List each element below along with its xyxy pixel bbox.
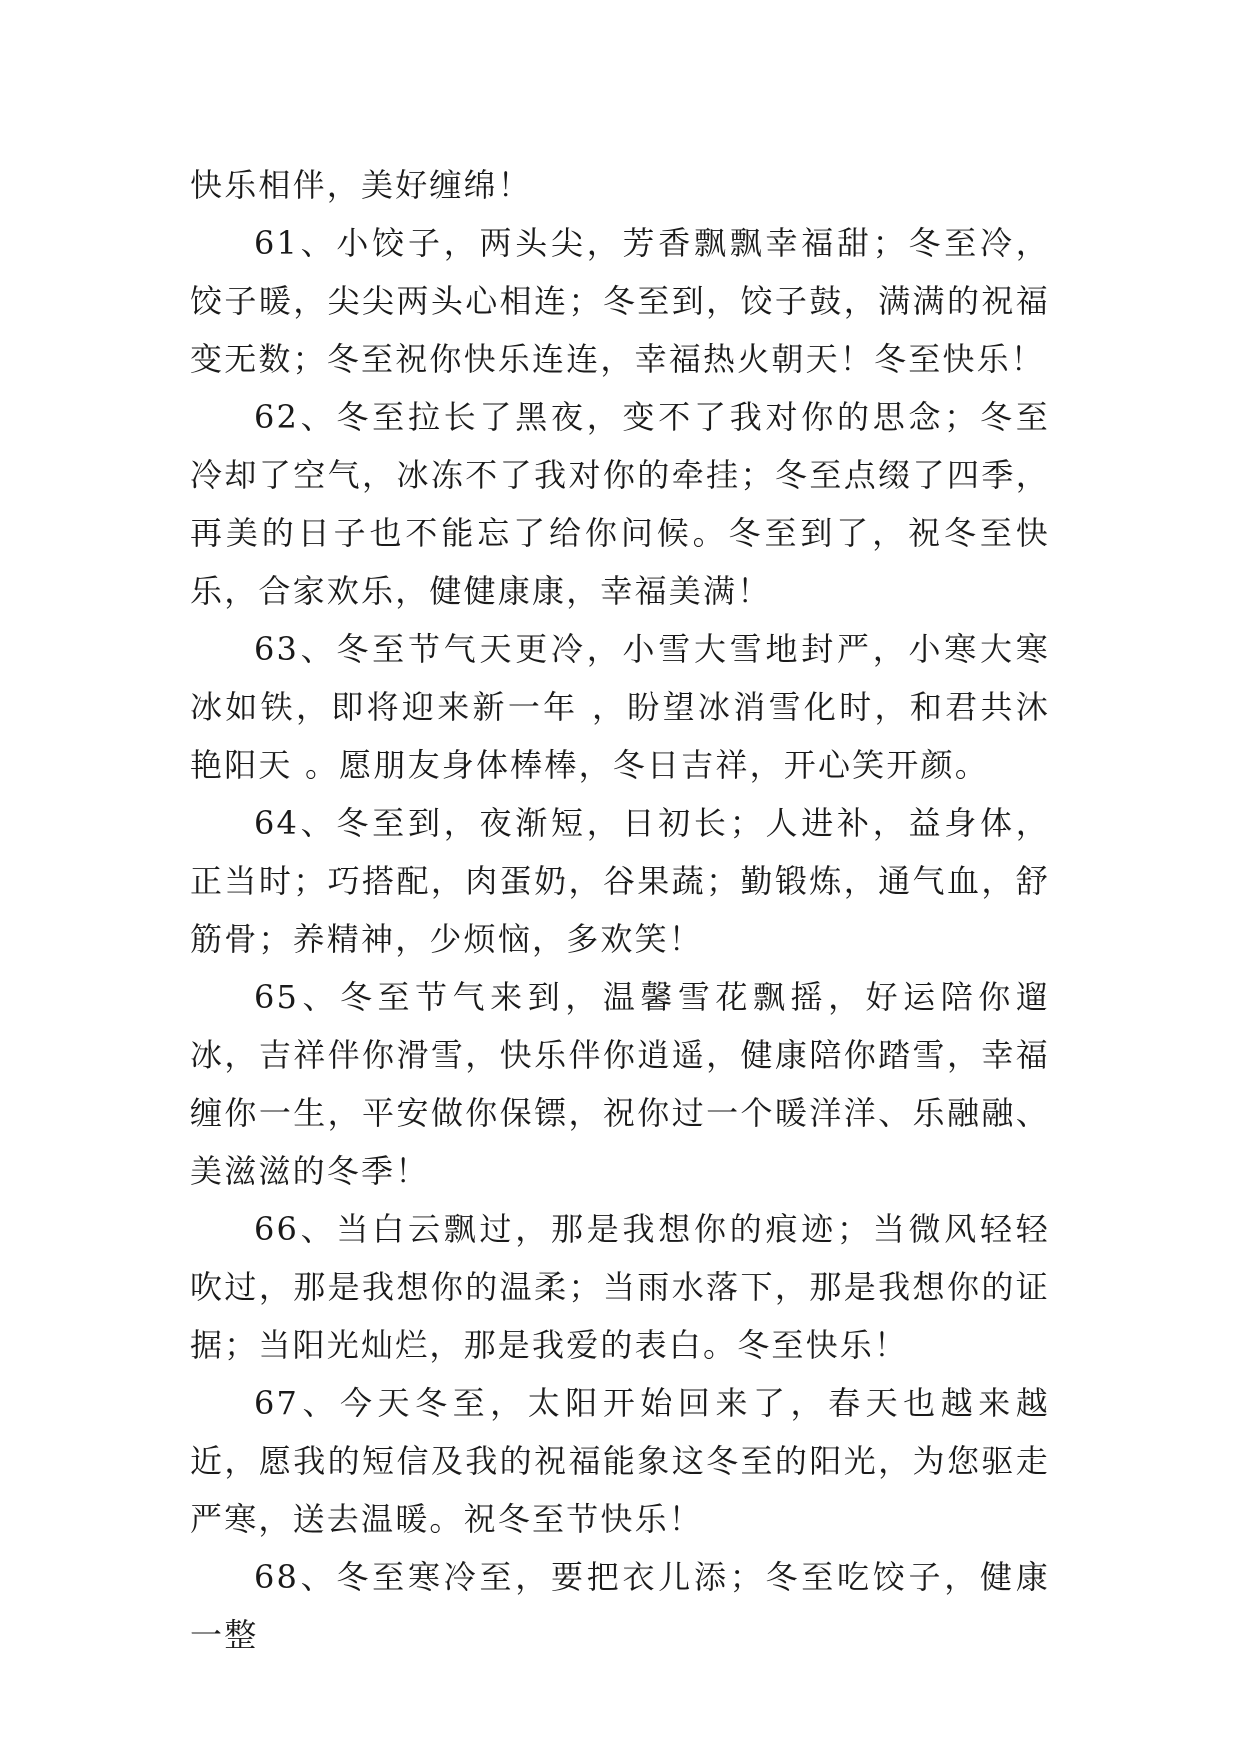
paragraph-65: 65、冬至节气来到，温馨雪花飘摇，好运陪你遛冰，吉祥伴你滑雪，快乐伴你逍遥，健康陪你踏雪，幸福缠你一生，平安做你保镖，祝你过一个暖洋洋、乐融融、美滋滋的冬季！ [190,978,1050,1190]
paragraph-63: 63、冬至节气天更冷，小雪大雪地封严，小寒大寒冰如铁，即将迎来新一年 ，盼望冰消雪化时，和君共沐艳阳天 。愿朋友身体棒棒，冬日吉祥，开心笑开颜。 [190,630,1050,784]
paragraph-62: 62、冬至拉长了黑夜，变不了我对你的思念；冬至冷却了空气，冰冻不了我对你的牵挂；冬至点缀了四季，再美的日子也不能忘了给你问候。冬至到了，祝冬至快乐，合家欢乐，健健康康，幸福美满！ [190,398,1050,610]
document-body [190,156,1050,1664]
paragraph-continuation: 快乐相伴，美好缠绵！ [190,166,533,204]
paragraph-66: 66、当白云飘过，那是我想你的痕迹；当微风轻轻吹过，那是我想你的温柔；当雨水落下，那是我想你的证据；当阳光灿烂，那是我爱的表白。冬至快乐！ [190,1210,1050,1364]
paragraph-67: 67、今天冬至，太阳开始回来了，春天也越来越近，愿我的短信及我的祝福能象这冬至的阳光，为您驱走严寒，送去温暖。祝冬至节快乐！ [190,1384,1050,1538]
paragraph-64: 64、冬至到，夜渐短，日初长；人进补，益身体，正当时；巧搭配，肉蛋奶，谷果蔬；勤锻炼，通气血，舒筋骨；养精神，少烦恼，多欢笑！ [190,804,1050,958]
paragraph-61: 61、小饺子，两头尖，芳香飘飘幸福甜；冬至冷，饺子暖，尖尖两头心相连；冬至到，饺子鼓，满满的祝福变无数；冬至祝你快乐连连，幸福热火朝天！冬至快乐！ [190,224,1050,378]
paragraph-68: 68、冬至寒冷至，要把衣儿添；冬至吃饺子，健康一整 [190,1558,1050,1654]
